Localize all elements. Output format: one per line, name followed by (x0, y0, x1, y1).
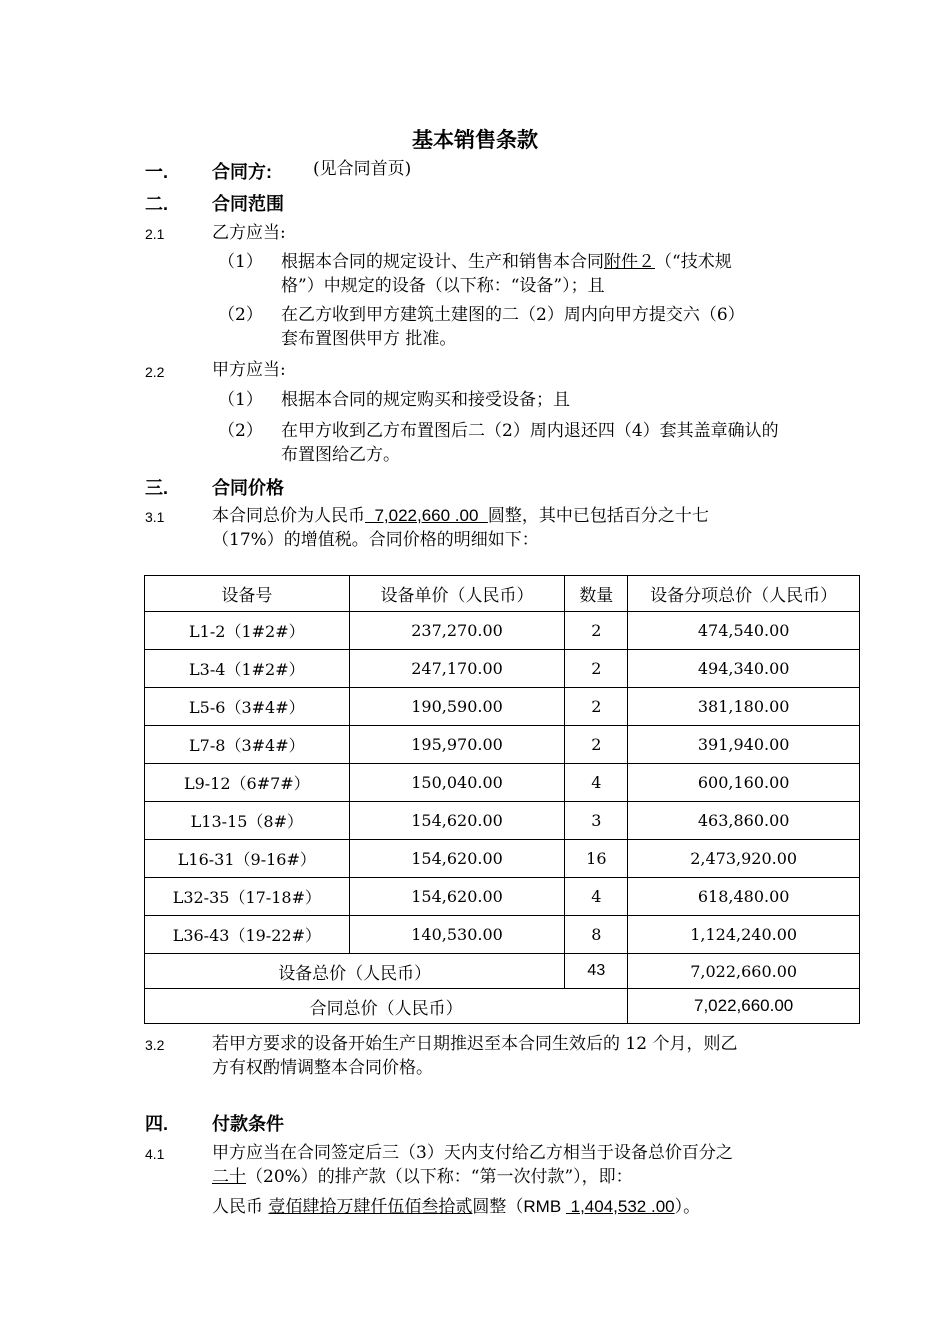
clause-4-1-amount-line: 人民币 壹佰肆拾万肆仟伍佰叁拾贰圆整（RMB 1,404,532 .00）。 (212, 1197, 701, 1217)
equipment-total-value: 7,022,660.00 (628, 954, 860, 989)
section-2-title: 合同范围 (212, 194, 284, 214)
section-4-title: 付款条件 (212, 1114, 284, 1134)
section-1-number: 一. (145, 162, 169, 182)
equipment-total-quantity: 43 (565, 954, 628, 989)
clause-2-1-intro: 乙方应当: (212, 223, 286, 243)
clause-2-1-item-2-line-2: 套布置图供甲方 批准。 (281, 329, 457, 349)
table-row (145, 764, 860, 802)
section-3-number: 三. (145, 478, 169, 498)
page-title: 基本销售条款 (412, 127, 538, 152)
price-table (144, 575, 860, 1024)
cell-quantity: 2 (565, 612, 628, 650)
table-row (145, 650, 860, 688)
section-4-number: 四. (145, 1114, 169, 1134)
cell-quantity: 2 (565, 688, 628, 726)
cell-equipment: L9-12（6#7#） (145, 764, 350, 802)
table-row (145, 726, 860, 764)
section-2-number: 二. (145, 194, 169, 214)
cell-quantity: 2 (565, 650, 628, 688)
amount-in-words: 壹佰肆拾万肆仟伍佰叁拾贰 (268, 1197, 473, 1217)
clause-3-2-line-1: 若甲方要求的设备开始生产日期推迟至本合同生效后的 12 个月，则乙 (212, 1034, 738, 1054)
clause-2-2-number: 2.2 (145, 364, 165, 380)
section-3-title: 合同价格 (212, 478, 284, 498)
clause-3-1-number: 3.1 (145, 509, 165, 525)
clause-2-1-number: 2.1 (145, 226, 165, 242)
cell-equipment: L7-8（3#4#） (145, 726, 350, 764)
section-1-label: 合同方: (212, 162, 272, 182)
clause-2-1-item-1-line-1: 根据本合同的规定设计、生产和销售本合同附件２（“技术规 (281, 252, 732, 272)
cell-quantity: 4 (565, 878, 628, 916)
cell-subtotal: 381,180.00 (628, 688, 860, 726)
cell-subtotal: 391,940.00 (628, 726, 860, 764)
table-row (145, 612, 860, 650)
percent-words: 二十 (212, 1167, 246, 1187)
cell-unit-price: 154,620.00 (349, 840, 565, 878)
cell-quantity: 2 (565, 726, 628, 764)
clause-3-2-number: 3.2 (145, 1037, 165, 1053)
table-row (145, 840, 860, 878)
cell-subtotal: 474,540.00 (628, 612, 860, 650)
cell-subtotal: 2,473,920.00 (628, 840, 860, 878)
clause-2-2-item-2-mark: （2） (218, 421, 263, 441)
cell-quantity: 8 (565, 916, 628, 954)
cell-unit-price: 150,040.00 (349, 764, 565, 802)
cell-subtotal: 494,340.00 (628, 650, 860, 688)
cell-unit-price: 154,620.00 (349, 802, 565, 840)
cell-equipment: L5-6（3#4#） (145, 688, 350, 726)
cell-quantity: 4 (565, 764, 628, 802)
cell-quantity: 3 (565, 802, 628, 840)
clause-2-2-item-2-line-1: 在甲方收到乙方布置图后二（2）周内退还四（4）套其盖章确认的 (281, 421, 779, 441)
table-header-row (145, 576, 860, 612)
cell-unit-price: 140,530.00 (349, 916, 565, 954)
header-equipment-no: 设备号 (145, 576, 350, 612)
cell-unit-price: 247,170.00 (349, 650, 565, 688)
equipment-total-label: 设备总价（人民币） (145, 954, 565, 989)
cell-equipment: L36-43（19-22#） (145, 916, 350, 954)
cell-unit-price: 190,590.00 (349, 688, 565, 726)
contract-total-label: 合同总价（人民币） (145, 989, 628, 1024)
header-subtotal: 设备分项总价（人民币） (628, 576, 860, 612)
table-row (145, 916, 860, 954)
cell-equipment: L3-4（1#2#） (145, 650, 350, 688)
cell-unit-price: 195,970.00 (349, 726, 565, 764)
contract-total-row (145, 989, 860, 1024)
clause-2-1-item-1-line-2: 格”）中规定的设备（以下称：“设备”）；且 (281, 276, 605, 296)
cell-subtotal: 600,160.00 (628, 764, 860, 802)
contract-total-amount: 7,022,660 .00 (365, 506, 488, 525)
cell-quantity: 16 (565, 840, 628, 878)
clause-2-2-item-2-line-2: 布置图给乙方。 (281, 445, 400, 465)
header-quantity: 数量 (565, 576, 628, 612)
cell-unit-price: 237,270.00 (349, 612, 565, 650)
clause-2-2-item-1-line-1: 根据本合同的规定购买和接受设备；且 (281, 390, 570, 410)
cell-unit-price: 154,620.00 (349, 878, 565, 916)
amount-in-figures: 1,404,532 .00 (565, 1197, 675, 1216)
table-row (145, 878, 860, 916)
clause-3-1-line-1: 本合同总价为人民币 7,022,660 .00 圆整，其中已包括百分之十七 (212, 506, 709, 526)
cell-subtotal: 463,860.00 (628, 802, 860, 840)
header-unit-price: 设备单价（人民币） (349, 576, 565, 612)
equipment-total-row (145, 954, 860, 989)
cell-equipment: L1-2（1#2#） (145, 612, 350, 650)
section-1-value: (见合同首页) (313, 159, 412, 179)
cell-equipment: L32-35（17-18#） (145, 878, 350, 916)
clause-2-1-item-1-mark: （1） (218, 252, 263, 272)
cell-equipment: L13-15（8#） (145, 802, 350, 840)
clause-2-1-item-2-line-1: 在乙方收到甲方建筑土建图的二（2）周内向甲方提交六（6） (281, 305, 745, 325)
contract-total-value: 7,022,660.00 (628, 989, 860, 1024)
clause-3-1-line-2: （17%）的增值税。合同价格的明细如下： (212, 530, 539, 550)
annex-2-link: 附件２ (604, 252, 655, 272)
clause-2-2-item-1-mark: （1） (218, 390, 263, 410)
clause-4-1-number: 4.1 (145, 1146, 165, 1162)
cell-equipment: L16-31（9-16#） (145, 840, 350, 878)
table-row (145, 688, 860, 726)
clause-2-1-item-2-mark: （2） (218, 305, 263, 325)
clause-3-2-line-2: 方有权酌情调整本合同价格。 (212, 1058, 433, 1078)
cell-subtotal: 618,480.00 (628, 878, 860, 916)
clause-2-2-intro: 甲方应当: (212, 360, 286, 380)
clause-4-1-line-2: 二十（20%）的排产款（以下称：“第一次付款”），即： (212, 1167, 633, 1187)
clause-4-1-line-1: 甲方应当在合同签定后三（3）天内支付给乙方相当于设备总价百分之 (212, 1143, 733, 1163)
table-row (145, 802, 860, 840)
cell-subtotal: 1,124,240.00 (628, 916, 860, 954)
